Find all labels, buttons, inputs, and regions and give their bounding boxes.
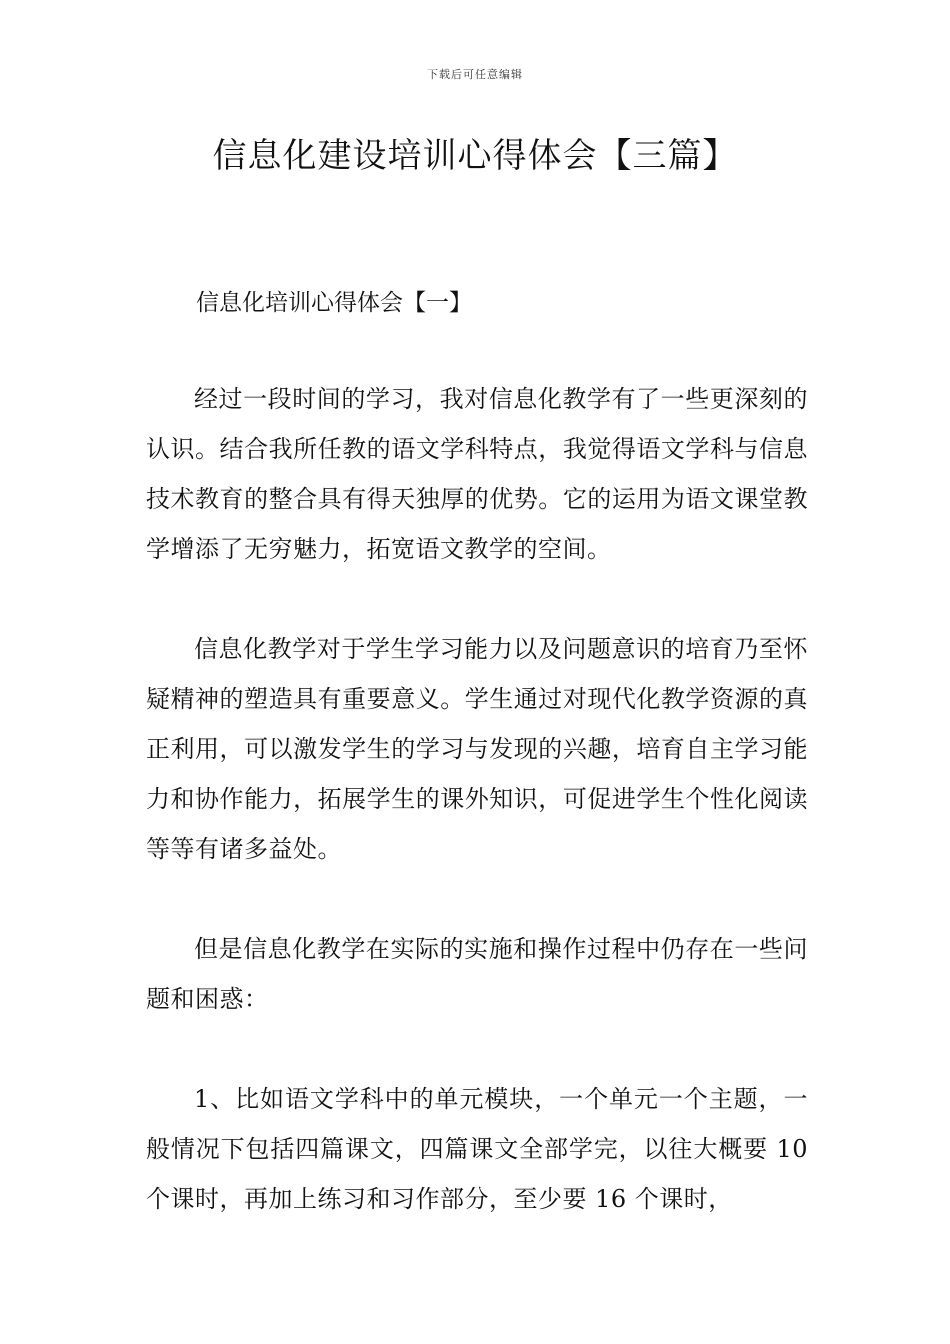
- page-header-note: 下载后可任意编辑: [427, 68, 523, 81]
- paragraph-1: 经过一段时间的学习，我对信息化教学有了一些更深刻的认识。结合我所任教的语文学科特点，我觉得语文学科与信息技术教育的整合具有得天独厚的优势。它的运用为语文课堂教学增添了无穷魅力，拓宽语文教学的空间。: [146, 385, 808, 563]
- document-title: 信息化建设培训心得体会【三篇】: [212, 136, 738, 176]
- section-heading: 信息化培训心得体会【一】: [196, 290, 472, 316]
- paragraph-4: 1、比如语文学科中的单元模块，一个单元一个主题，一般情况下包括四篇课文，四篇课文全部学完，以往大概要 10 个课时，再加上练习和习作部分，至少要 16 个课时，: [146, 1085, 808, 1213]
- paragraph-3: 但是信息化教学在实际的实施和操作过程中仍存在一些问题和困惑：: [146, 935, 808, 1013]
- paragraph-2: 信息化教学对于学生学习能力以及问题意识的培育乃至怀疑精神的塑造具有重要意义。学生通过对现代化教学资源的真正利用，可以激发学生的学习与发现的兴趣，培育自主学习能力和协作能力，拓展学生的课外知识，可促进学生个性化阅读等等有诸多益处。: [146, 635, 808, 863]
